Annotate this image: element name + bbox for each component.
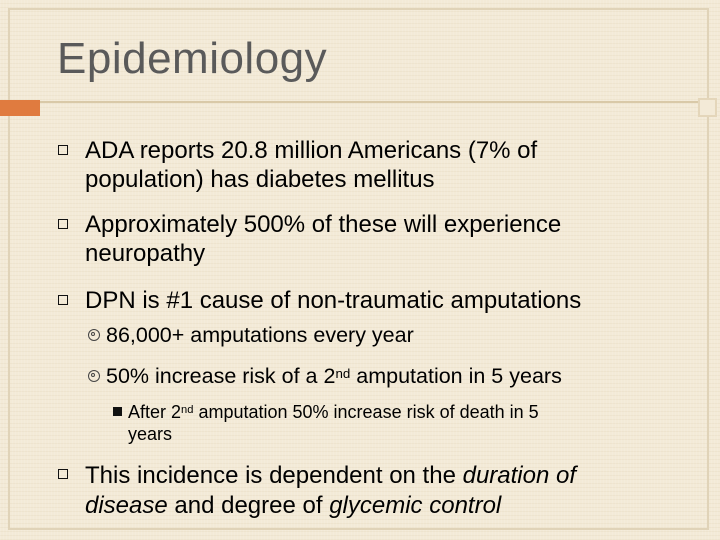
italic-text: duration of xyxy=(462,462,577,489)
italic-text: glycemic control xyxy=(329,492,502,519)
sub-sub-bullet-item xyxy=(128,401,668,445)
bullet-line xyxy=(85,461,645,491)
bullet-line: DPN is #1 cause of non-traumatic amputations xyxy=(85,287,582,314)
superscript: nd xyxy=(335,366,351,381)
hollow-square-bullet-icon xyxy=(58,145,68,155)
sub-bullet-item xyxy=(106,363,562,389)
sub-sub-bullet-line xyxy=(128,401,668,423)
bullet-item xyxy=(85,136,685,194)
superscript: nd xyxy=(181,404,194,416)
sub-bullet-text: 50% increase risk of a 2 xyxy=(106,364,336,388)
bullet-item xyxy=(85,461,645,521)
bullet-line: population) has diabetes mellitus xyxy=(85,166,435,193)
italic-text: disease xyxy=(85,492,168,519)
sub-bullet-item xyxy=(106,322,414,348)
bullet-line xyxy=(85,491,645,521)
sub-sub-bullet-line: years xyxy=(128,424,173,444)
bullet-line: neuropathy xyxy=(85,240,206,267)
hollow-square-bullet-icon xyxy=(58,295,68,305)
bullet-line: ADA reports 20.8 million Americans (7% of xyxy=(85,137,538,164)
bullet-item xyxy=(85,210,685,268)
hollow-square-bullet-icon xyxy=(58,469,68,479)
circle-bullet-icon xyxy=(88,370,100,382)
filled-square-bullet-icon xyxy=(113,407,122,416)
circle-bullet-icon xyxy=(88,329,100,341)
sub-sub-bullet-text: amputation 50% increase risk of death in 5 xyxy=(193,402,539,422)
bullet-line: Approximately 500% of these will experience xyxy=(85,211,562,238)
plain-text: and degree of xyxy=(167,492,330,519)
hollow-square-bullet-icon xyxy=(58,219,68,229)
plain-text: This incidence is dependent on the xyxy=(85,462,463,489)
slide-title: Epidemiology xyxy=(57,34,328,83)
sub-bullet-text: 86,000+ amputations every year xyxy=(106,323,414,347)
sub-bullet-text: amputation in 5 years xyxy=(350,364,562,388)
sub-sub-bullet-text: After 2 xyxy=(128,402,182,422)
bullet-item xyxy=(85,286,685,315)
